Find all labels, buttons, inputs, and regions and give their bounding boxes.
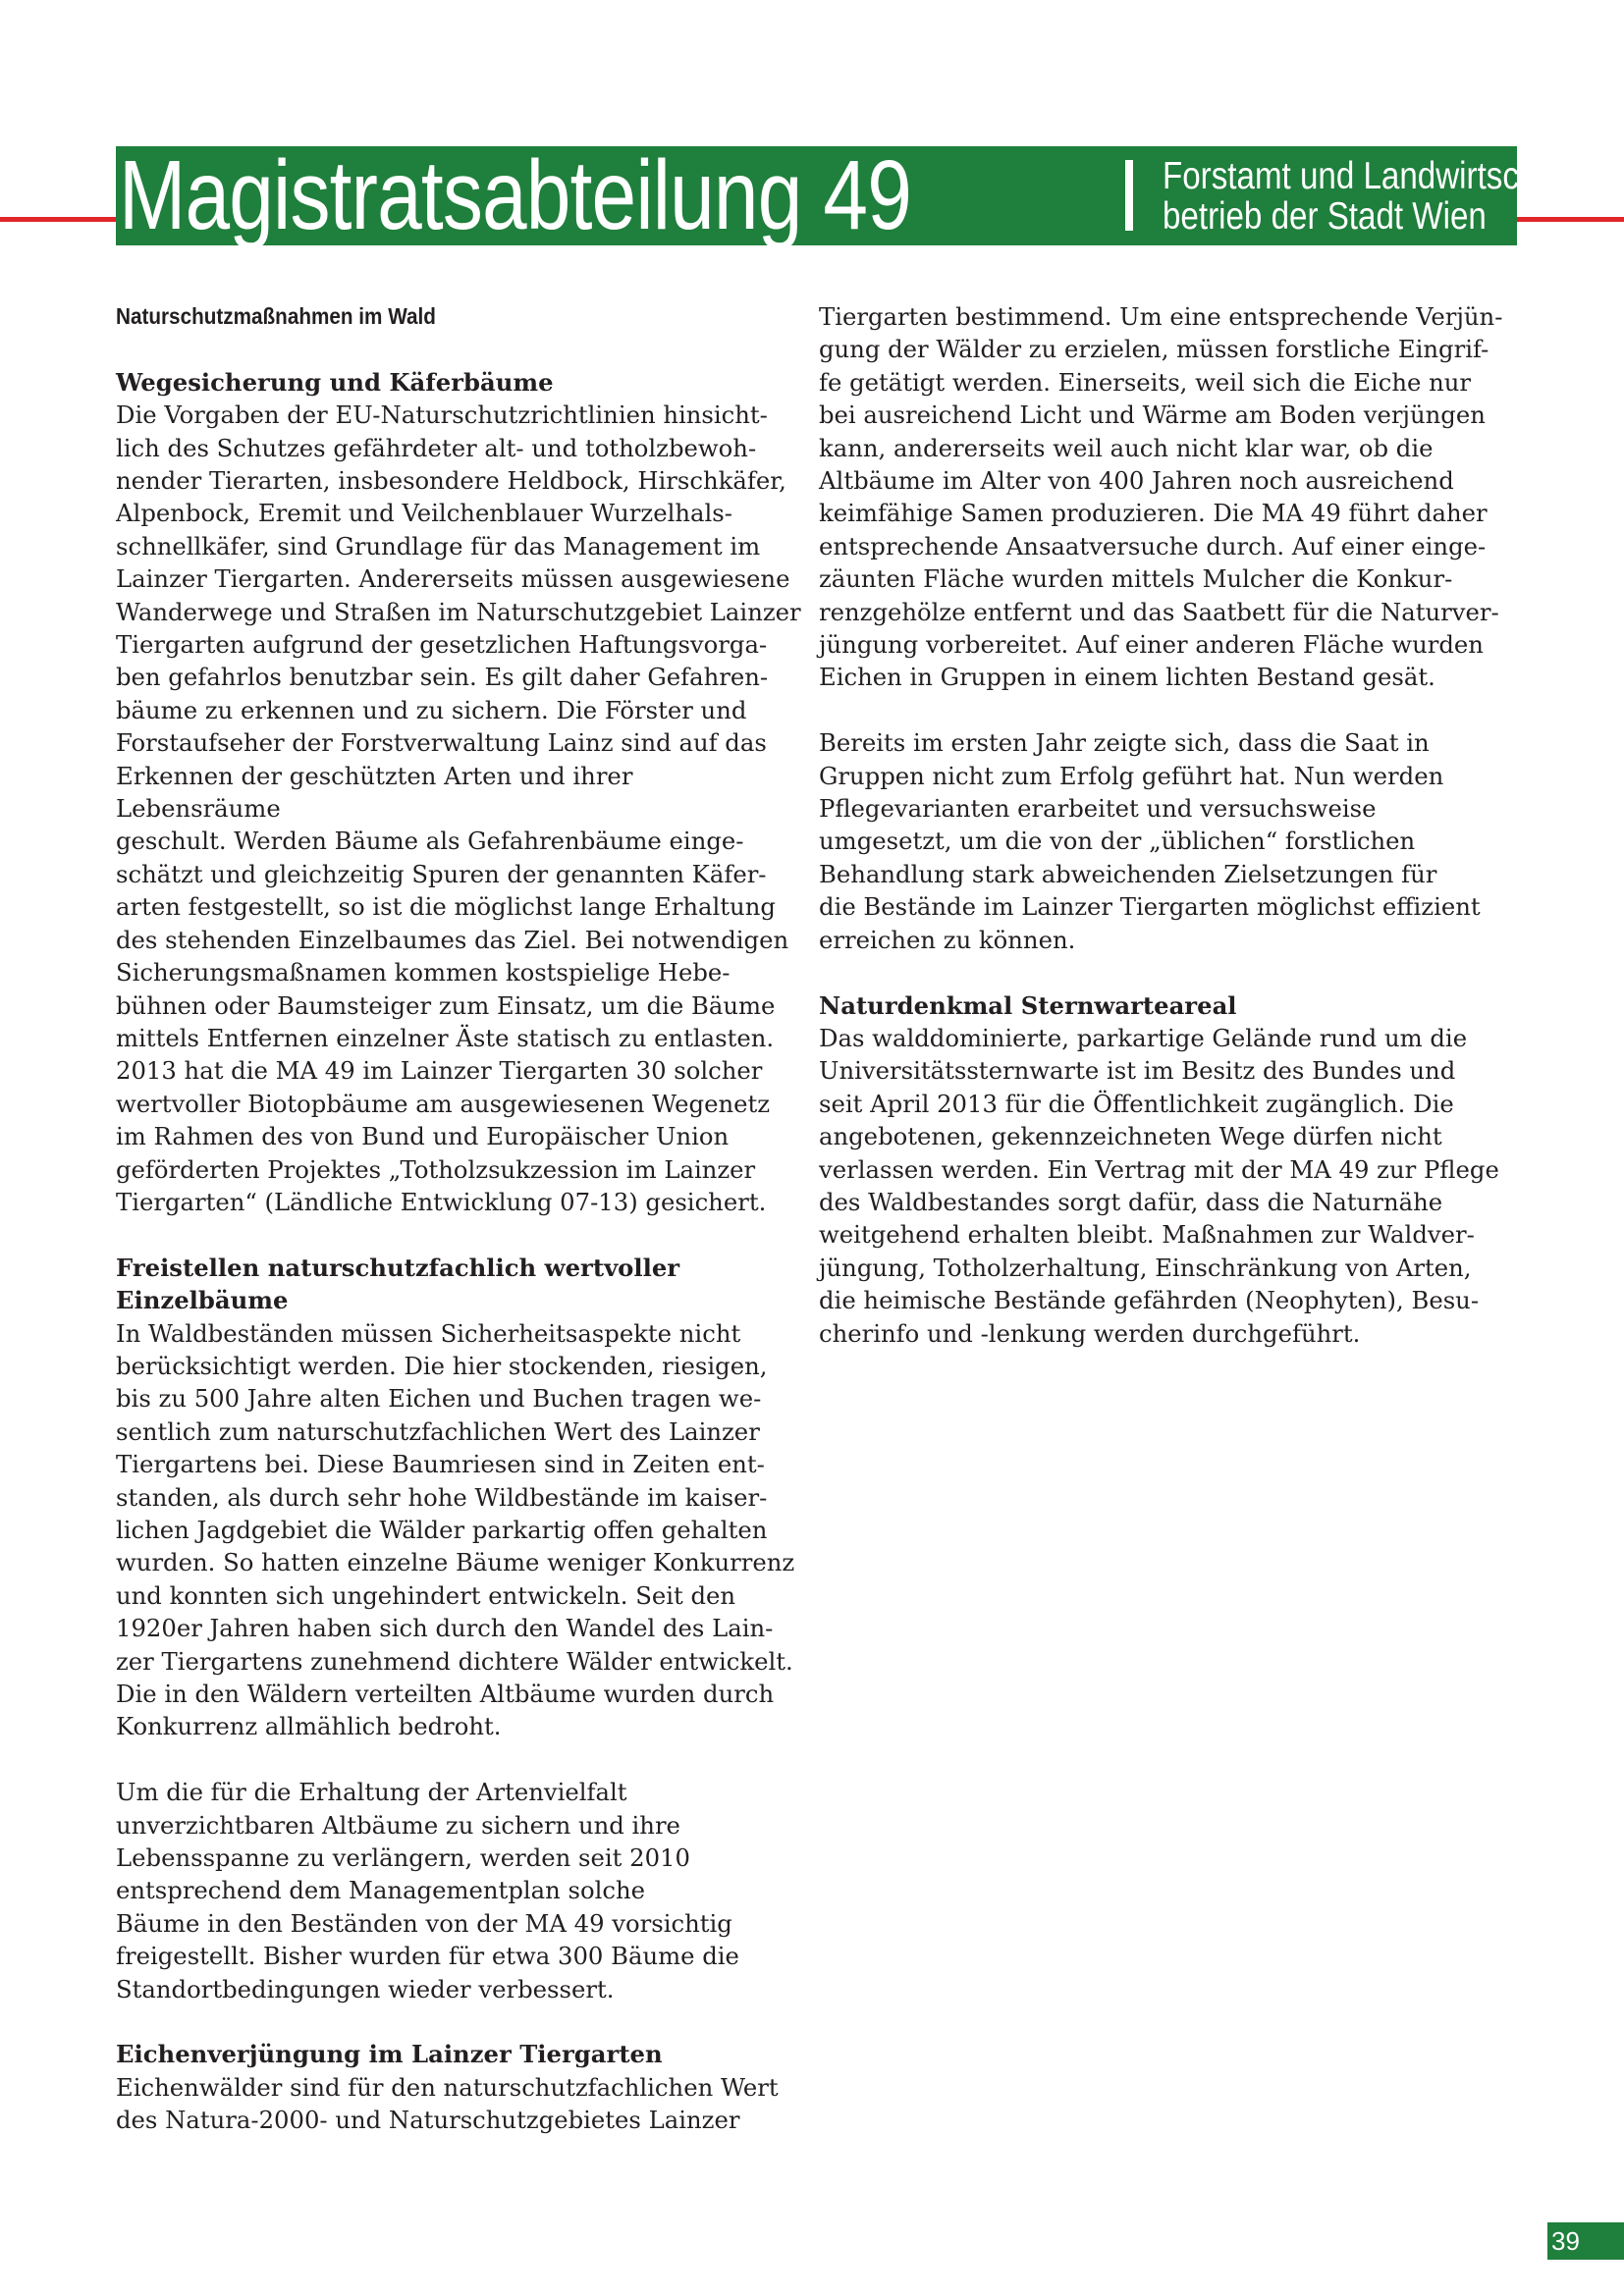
body-text-line: zer Tiergartens zunehmend dichtere Wälder entwickelt. — [116, 1646, 793, 1676]
body-text-line: In Waldbeständen müssen Sicherheitsaspekte nicht — [116, 1318, 741, 1348]
body-text-line: schätzt und gleichzeitig Spuren der genannten Käfer- — [116, 859, 767, 888]
body-text-line: die heimische Bestände gefährden (Neophyten), Besu- — [819, 1286, 1480, 1315]
body-text-line: Bäume in den Beständen von der MA 49 vorsichtig — [116, 1908, 732, 1938]
body-text-line: weitgehend erhalten bleibt. Maßnahmen zur Waldver- — [819, 1220, 1475, 1250]
left-column-body — [116, 366, 803, 2137]
body-text-line: zäunten Fläche wurden mittels Mulcher die Konkur- — [819, 564, 1453, 594]
body-text-line: sentlich zum naturschutzfachlichen Wert des Lainzer — [116, 1416, 760, 1446]
subheading-line: Wegesicherung und Käferbäume — [116, 367, 554, 397]
body-text-line: Bereits im ersten Jahr zeigte sich, dass die Saat in — [819, 728, 1430, 758]
header-subtitle-line: Forstamt und Landwirtschafts- — [1163, 155, 1600, 197]
body-text-line: 2013 hat die MA 49 im Lainzer Tiergarten 30 solcher — [116, 1056, 763, 1086]
body-text-line: berücksichtigt werden. Die hier stockenden, riesigen, — [116, 1351, 768, 1380]
body-text-line: Erkennen der geschützten Arten und ihrer Lebensräume — [116, 761, 633, 824]
paragraph-gap — [116, 333, 803, 365]
body-text-line: wurden. So hatten einzelne Bäume weniger Konkurrenz — [116, 1548, 795, 1577]
left-column — [116, 300, 803, 2137]
body-text-line: Konkurrenz allmählich bedroht. — [116, 1712, 502, 1741]
body-text-line: Um die für die Erhaltung der Artenvielfalt — [116, 1778, 627, 1807]
body-text-line: geschult. Werden Bäume als Gefahrenbäume einge- — [116, 827, 744, 856]
body-text-line: Behandlung stark abweichenden Zielsetzungen für — [819, 859, 1437, 888]
body-text-line: arten festgestellt, so ist die möglichst lange Erhaltung — [116, 892, 776, 922]
body-text-line: Alpenbock, Eremit und Veilchenblauer Wurzelhals- — [116, 499, 732, 528]
body-text-line: des Waldbestandes sorgt dafür, dass die Naturnähe — [819, 1187, 1443, 1216]
body-text-line: mittels Entfernen einzelner Äste statisch zu entlasten. — [116, 1023, 775, 1052]
header-separator — [1125, 160, 1133, 231]
body-text-line: verlassen werden. Ein Vertrag mit der MA 49 zur Pflege — [819, 1154, 1499, 1184]
paragraph-gap — [819, 694, 1506, 726]
body-text-line: renzgehölze entfernt und das Saatbett für die Naturver- — [819, 597, 1499, 626]
body-text-line: geförderten Projektes „Totholzsukzession im Lainzer — [116, 1154, 756, 1184]
body-text-line: Lainzer Tiergarten. Andererseits müssen ausgewiesene — [116, 564, 790, 594]
body-text-line: bei ausreichend Licht und Wärme am Boden verjüngen — [819, 400, 1486, 430]
subheading-line: Einzelbäume — [116, 1286, 289, 1315]
paragraph-gap — [116, 1743, 803, 1776]
body-text-line: lichen Jagdgebiet die Wälder parkartig offen gehalten — [116, 1516, 768, 1544]
body-text-line: 1920er Jahren haben sich durch den Wandel des Lain- — [116, 1614, 774, 1643]
body-text-line: gung der Wälder zu erzielen, müssen forstliche Eingrif- — [819, 335, 1489, 364]
body-text-line: Lebensspanne zu verlängern, werden seit 2010 — [116, 1843, 690, 1873]
body-text-line: Die Vorgaben der EU-Naturschutzrichtlinien hinsicht- — [116, 400, 768, 430]
body-text-line: und konnten sich ungehindert entwickeln. Seit den — [116, 1580, 736, 1610]
body-text-line: wertvoller Biotopbäume am ausgewiesenen Wegenetz — [116, 1089, 771, 1118]
body-text-line: bäume zu erkennen und zu sichern. Die Förster und — [116, 695, 747, 724]
body-text-line: Tiergarten bestimmend. Um eine entsprechende Verjün- — [819, 302, 1503, 331]
body-text-line: nender Tierarten, insbesondere Heldbock, Hirschkäfer, — [116, 466, 786, 496]
body-text-line: Die in den Wäldern verteilten Altbäume wurden durch — [116, 1680, 775, 1709]
body-text-line: keimfähige Samen produzieren. Die MA 49 führt daher — [819, 499, 1488, 528]
subheading-line: Eichenverjüngung im Lainzer Tiergarten — [116, 2040, 663, 2069]
page-number: 39 — [1547, 2222, 1624, 2260]
body-text-line: Forstaufseher der Forstverwaltung Lainz sind auf das — [116, 728, 767, 758]
paragraph-gap — [116, 1218, 803, 1251]
body-text-line: entsprechende Ansaatversuche durch. Auf einer einge- — [819, 531, 1487, 561]
body-text-line: lich des Schutzes gefährdeter alt- und totholzbewoh- — [116, 433, 757, 462]
body-text-line: die Bestände im Lainzer Tiergarten möglichst effizient — [819, 892, 1481, 922]
right-column — [819, 300, 1506, 1350]
body-text-line: jüngung, Totholzerhaltung, Einschränkung von Arten, — [819, 1253, 1472, 1282]
body-text-line: Tiergarten“ (Ländliche Entwicklung 07-13) gesichert. — [116, 1187, 767, 1216]
header-subtitle-line: betrieb der Stadt Wien — [1163, 195, 1487, 238]
body-text-line: schnellkäfer, sind Grundlage für das Management im — [116, 531, 761, 561]
body-text-line: entsprechend dem Managementplan solche — [116, 1876, 646, 1905]
subheading-line: Naturdenkmal Sternwarteareal — [819, 990, 1237, 1020]
body-text-line: erreichen zu können. — [819, 925, 1076, 954]
body-text-line: kann, andererseits weil auch nicht klar war, ob die — [819, 433, 1434, 462]
body-text-line: umgesetzt, um die von der „üblichen“ forstlichen — [819, 827, 1416, 856]
paragraph-gap — [819, 956, 1506, 988]
body-text-line: freigestellt. Bisher wurden für etwa 300 Bäume die — [116, 1942, 739, 1971]
header-subtitle — [1163, 156, 1600, 237]
body-text-line: Altbäume im Alter von 400 Jahren noch ausreichend — [819, 466, 1454, 496]
section-title: Naturschutzmaßnahmen im Wald — [116, 303, 436, 329]
body-text-line: bühnen oder Baumsteiger zum Einsatz, um die Bäume — [116, 990, 776, 1020]
body-text-line: Wanderwege und Straßen im Naturschutzgebiet Lainzer — [116, 597, 801, 626]
body-text-line: fe getätigt werden. Einerseits, weil sich die Eiche nur — [819, 367, 1471, 397]
body-text-line: Das walddominierte, parkartige Gelände rund um die — [819, 1023, 1468, 1052]
body-text-line: Standortbedingungen wieder verbessert. — [116, 1974, 615, 2003]
body-text-line: des Natura-2000- und Naturschutzgebietes Lainzer — [116, 2106, 740, 2135]
body-text-line: Pflegevarianten erarbeitet und versuchsweise — [819, 794, 1377, 824]
right-column-body — [819, 300, 1506, 1350]
body-text-line: unverzichtbaren Altbäume zu sichern und ihre — [116, 1810, 680, 1840]
body-text-line: bis zu 500 Jahre alten Eichen und Buchen tragen we- — [116, 1384, 762, 1414]
body-text-line: angebotenen, gekennzeichneten Wege dürfen nicht — [819, 1122, 1442, 1151]
body-text-line: seit April 2013 für die Öffentlichkeit zugänglich. Die — [819, 1089, 1454, 1118]
body-text-line: jüngung vorbereitet. Auf einer anderen Fläche wurden — [819, 630, 1484, 660]
body-text-line: Eichen in Gruppen in einem lichten Bestand gesät. — [819, 663, 1435, 692]
body-text-line: ben gefahrlos benutzbar sein. Es gilt daher Gefahren- — [116, 663, 769, 692]
body-text-line: standen, als durch sehr hohe Wildbestände im kaiser- — [116, 1482, 768, 1512]
body-text-line: Gruppen nicht zum Erfolg geführt hat. Nun werden — [819, 761, 1444, 790]
body-text-line: des stehenden Einzelbaumes das Ziel. Bei notwendigen — [116, 925, 789, 954]
body-text-line: cherinfo und -lenkung werden durchgeführt. — [819, 1318, 1361, 1348]
subheading-line: Freistellen naturschutzfachlich wertvoller — [116, 1253, 680, 1282]
body-text-line: Eichenwälder sind für den naturschutzfachlichen Wert — [116, 2072, 779, 2102]
body-text-line: Sicherungsmaßnamen kommen kostspielige Hebe- — [116, 958, 731, 988]
header-banner — [116, 140, 1600, 250]
paragraph-gap — [116, 2005, 803, 2038]
body-text-line: im Rahmen des von Bund und Europäischer Union — [116, 1122, 730, 1151]
body-text-line: Universitätssternwarte ist im Besitz des Bundes und — [819, 1056, 1456, 1086]
body-text-line: Tiergartens bei. Diese Baumriesen sind in Zeiten ent- — [116, 1450, 765, 1479]
body-text-line: Tiergarten aufgrund der gesetzlichen Haftungsvorga- — [116, 630, 768, 660]
header-title: Magistratsabteilung 49 — [119, 140, 912, 250]
